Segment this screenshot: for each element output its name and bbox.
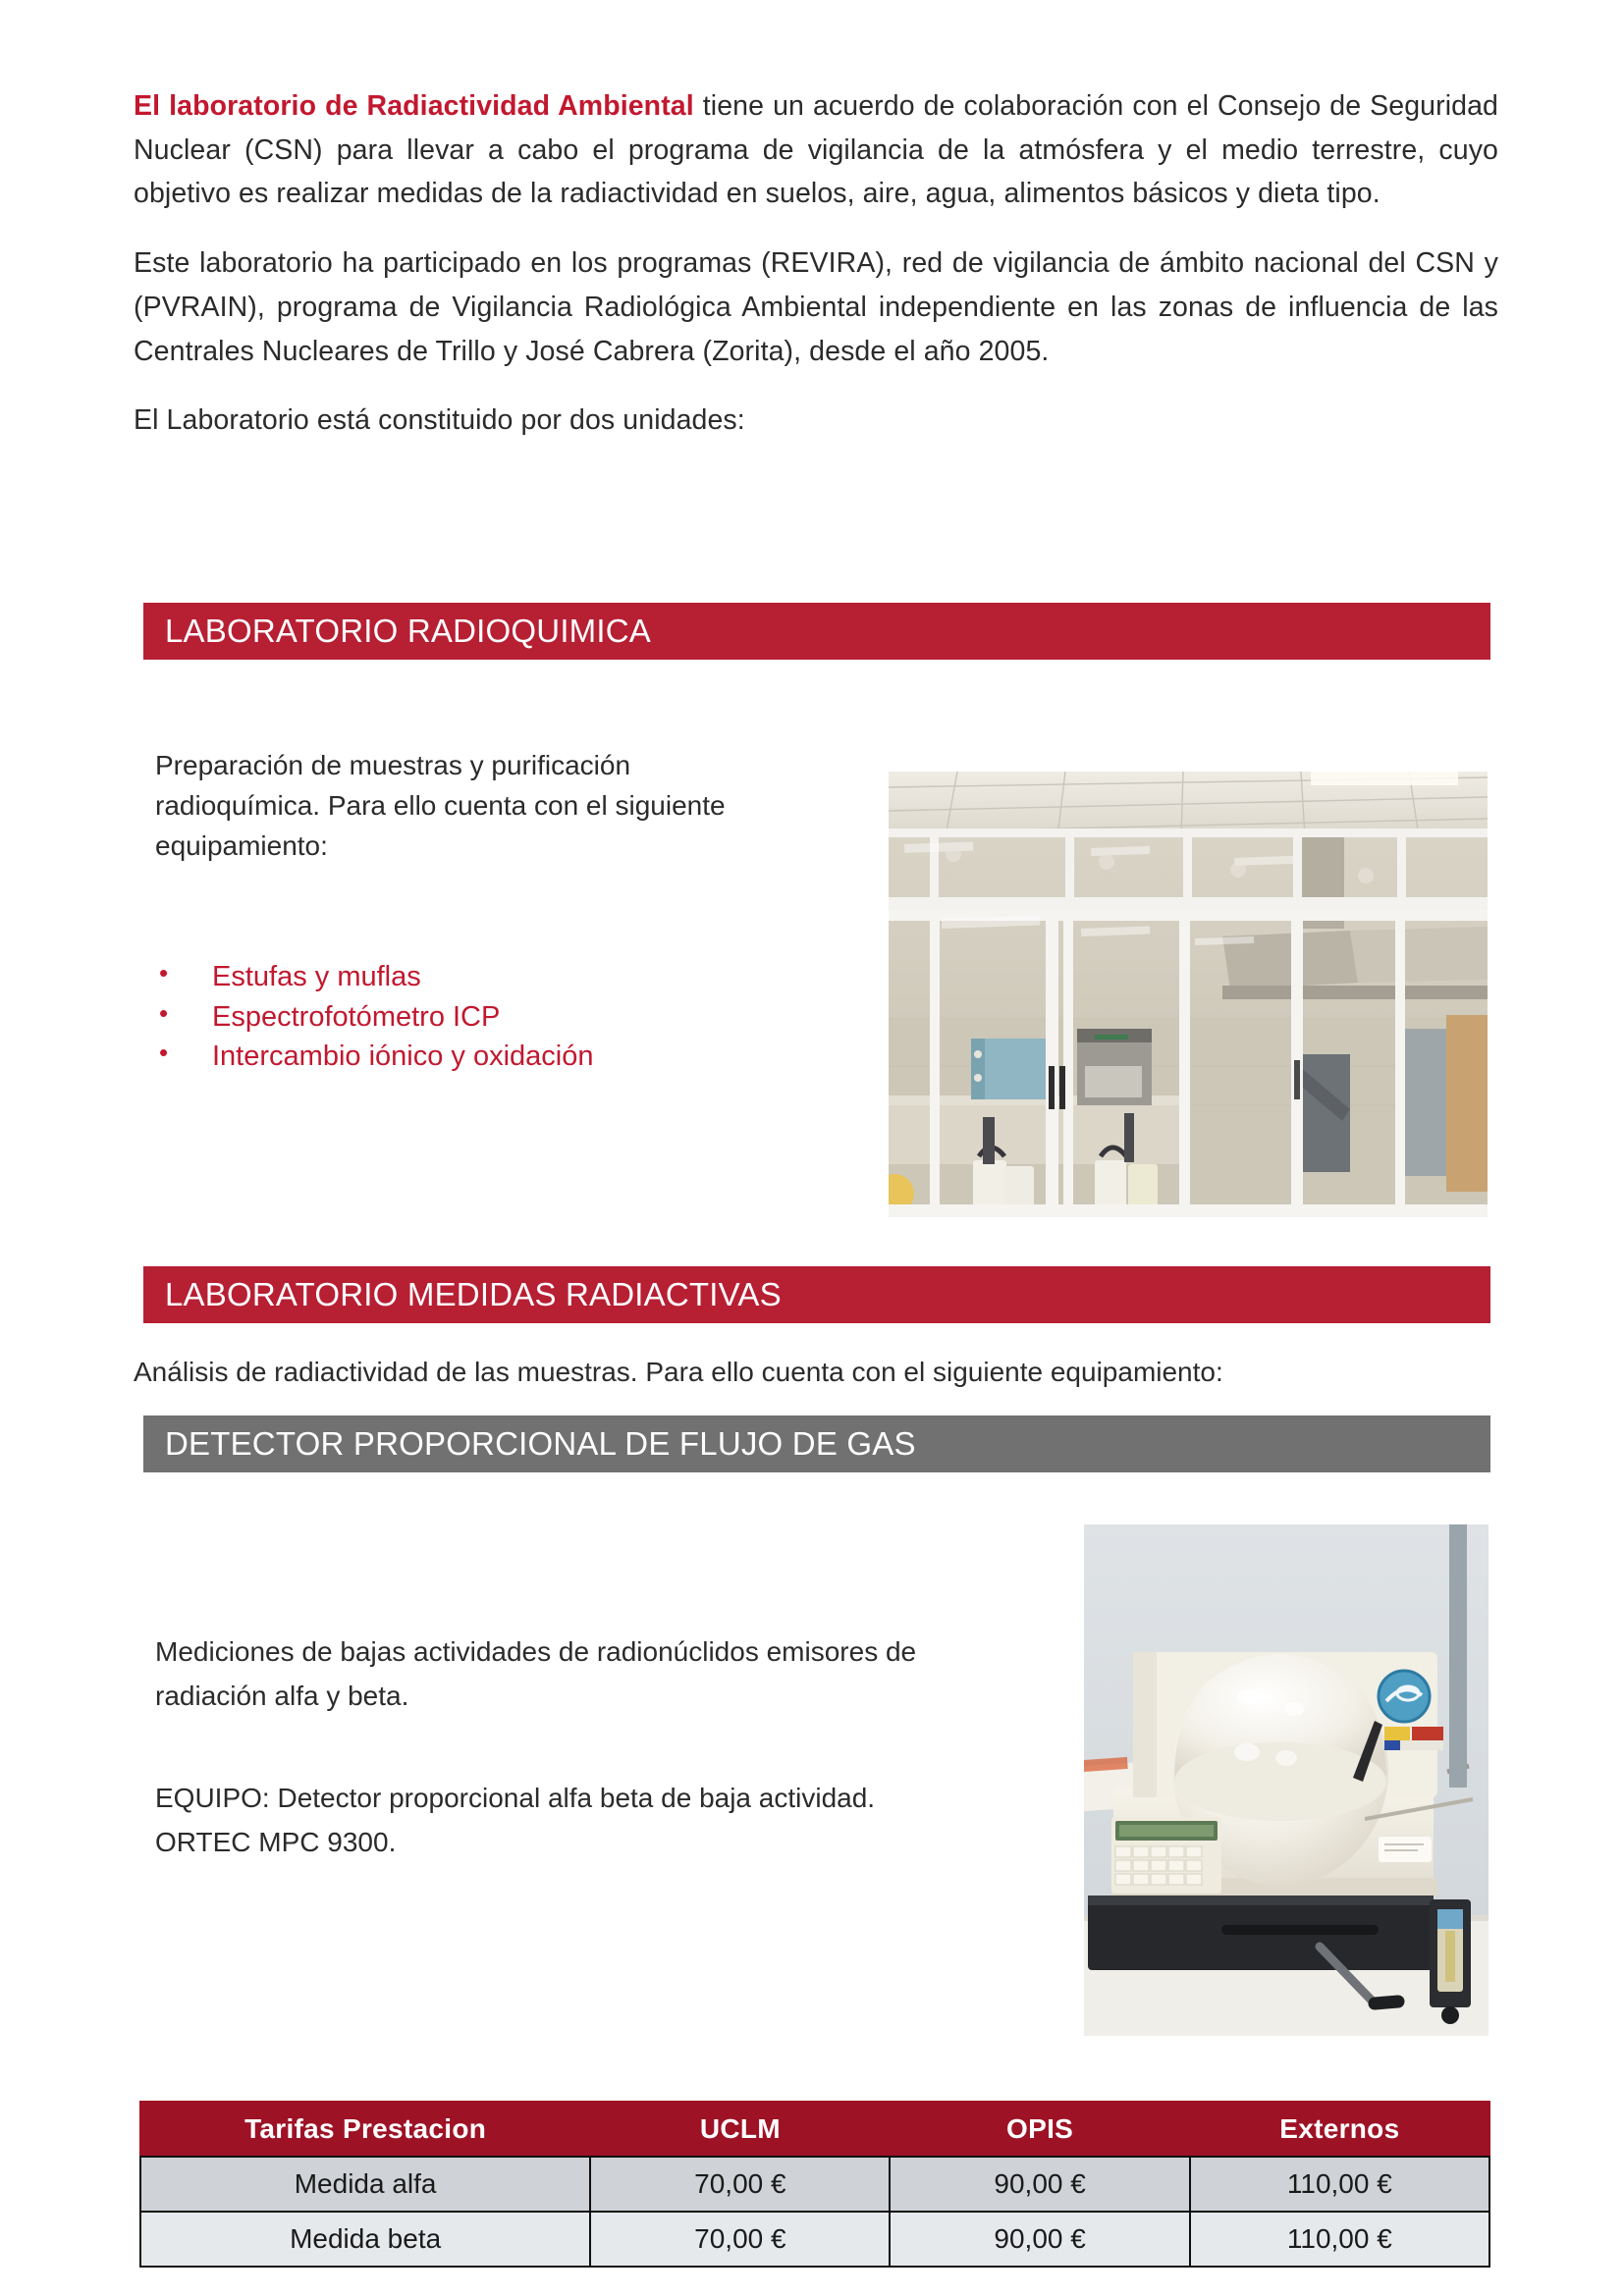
intro-paragraph-1: [134, 84, 1498, 216]
intro-paragraph-2: Este laboratorio ha participado en los programas (REVIRA), red de vigilancia de ámbito nacional del CSN y (PVRAIN), programa de Vigilancia Radiológica Ambiental independiente en las zonas de influencia de las Centrales Nucleares de Trillo y José Cabrera (Zorita), desde el año 2005.: [134, 247, 1498, 367]
tariffs-table: [139, 2101, 1490, 2268]
cell-uclm: 70,00 €: [590, 2212, 890, 2267]
cell-prestacion: Medida alfa: [140, 2157, 590, 2212]
tariffs-table-body: [140, 2157, 1489, 2267]
list-item: • Espectrofotómetro ICP: [155, 997, 842, 1038]
laboratory-glass-partition-illustration: [889, 772, 1488, 1217]
table-header-row: [140, 2102, 1489, 2157]
section-header-radioquimica: [143, 603, 1490, 660]
table-row: [140, 2212, 1489, 2267]
cell-prestacion: Medida beta: [140, 2212, 590, 2267]
tariffs-table-head: [140, 2102, 1489, 2157]
intro-paragraph-1-rest: tiene un acuerdo de colaboración con el Consejo de Seguridad Nuclear (CSN) para llevar a cabo el programa de vigilancia de la atmósfera y el medio terrestre, cuyo objetivo es realizar medidas de la radiactividad en suelos, aire, agua, alimentos básicos y dieta tipo.: [134, 90, 1499, 210]
list-item: • Intercambio iónico y oxidación: [155, 1037, 842, 1077]
detector-paragraph-2: EQUIPO: Detector proporcional alfa beta de baja actividad. ORTEC MPC 9300.: [155, 1782, 876, 1858]
medidas-description: Análisis de radiactividad de las muestras. Para ello cuenta con el siguiente equipamiento:: [134, 1357, 1223, 1387]
spacer: [155, 1719, 931, 1776]
intro-paragraph-3: El Laboratorio está constituido por dos unidades:: [134, 404, 745, 437]
gas-flow-proportional-detector-illustration: [1084, 1524, 1489, 2036]
cell-uclm: 70,00 €: [590, 2157, 890, 2212]
detector-paragraph-1: Mediciones de bajas actividades de radionúclidos emisores de radiación alfa y beta.: [155, 1636, 917, 1712]
radioquimica-description: Preparación de muestras y purificación radioquímica. Para ello cuenta con el siguiente equipamiento:: [155, 750, 726, 861]
intro-lead-strong: El laboratorio de Radiactividad Ambiental: [134, 90, 694, 122]
column-header-externos: Externos: [1190, 2102, 1489, 2157]
detector-text-block: [155, 1629, 931, 1864]
cell-externos: 110,00 €: [1190, 2157, 1489, 2212]
table-row: [140, 2157, 1489, 2212]
cell-opis: 90,00 €: [890, 2212, 1189, 2267]
cell-externos: 110,00 €: [1190, 2212, 1489, 2267]
section-header-detector-label: DETECTOR PROPORCIONAL DE FLUJO DE GAS: [165, 1425, 916, 1462]
section-header-medidas-label: LABORATORIO MEDIDAS RADIACTIVAS: [165, 1276, 782, 1312]
column-header-opis: OPIS: [890, 2102, 1189, 2157]
column-header-uclm: UCLM: [590, 2102, 890, 2157]
section-header-radioquimica-label: LABORATORIO RADIOQUIMICA: [165, 613, 651, 649]
column-header-prestacion: Tarifas Prestacion: [140, 2102, 590, 2157]
radioquimica-equipment-list: [155, 957, 842, 1077]
detector-photo: [1084, 1524, 1489, 2036]
radioquimica-photo: [889, 772, 1488, 1217]
section-header-medidas: [143, 1266, 1490, 1323]
section-header-detector: [143, 1415, 1490, 1472]
list-item: • Estufas y muflas: [155, 957, 842, 997]
cell-opis: 90,00 €: [890, 2157, 1189, 2212]
intro-text-block: [134, 84, 1498, 443]
